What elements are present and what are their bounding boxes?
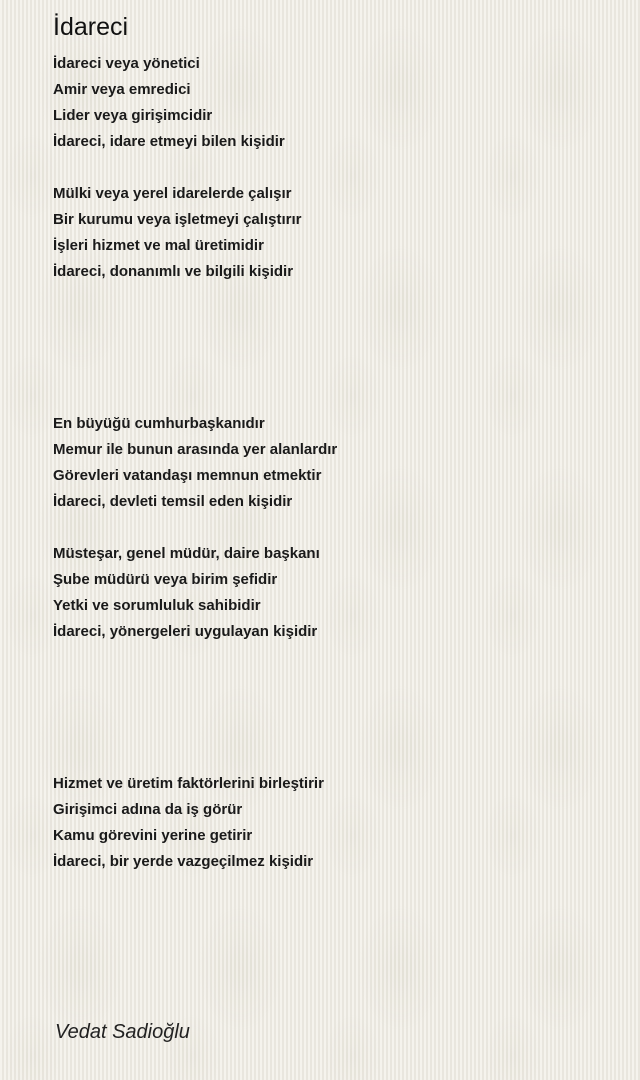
poem-line: İdareci, devleti temsil eden kişidir — [53, 493, 293, 510]
poem-line: Memur ile bunun arasında yer alanlardır — [53, 441, 338, 458]
poem-line: İdareci, idare etmeyi bilen kişidir — [53, 133, 285, 150]
poem-line: Bir kurumu veya işletmeyi çalıştırır — [53, 211, 302, 228]
poem-line: İşleri hizmet ve mal üretimidir — [53, 237, 264, 254]
poem-line: İdareci, yönergeleri uygulayan kişidir — [53, 623, 318, 640]
poem-line: Görevleri vatandaşı memnun etmektir — [53, 467, 322, 484]
poem-line: En büyüğü cumhurbaşkanıdır — [53, 415, 265, 432]
poem-line: İdareci, donanımlı ve bilgili kişidir — [53, 263, 294, 280]
poem-line: Lider veya girişimcidir — [53, 107, 213, 124]
stanza-5 — [53, 771, 613, 875]
poem-line: İdareci, bir yerde vazgeçilmez kişidir — [53, 853, 314, 870]
poem-author: Vedat Sadioğlu — [55, 1021, 190, 1043]
poem-line: Kamu görevini yerine getirir — [53, 827, 253, 844]
poem-line: Yetki ve sorumluluk sahibidir — [53, 597, 261, 614]
poem-line: Mülki veya yerel idarelerde çalışır — [53, 185, 292, 202]
poem-line: Amir veya emredici — [53, 81, 191, 98]
poem-line: İdareci veya yönetici — [53, 55, 200, 72]
poem-line: Müsteşar, genel müdür, daire başkanı — [53, 545, 320, 562]
stanza-4 — [53, 541, 613, 645]
stanza-1 — [53, 51, 613, 155]
poem-line: Girişimci adına da iş görür — [53, 801, 243, 818]
poem-line: Şube müdürü veya birim şefidir — [53, 571, 278, 588]
stanza-3 — [53, 411, 613, 515]
poem-line: Hizmet ve üretim faktörlerini birleştirir — [53, 775, 324, 792]
poem-title: İdareci — [53, 13, 129, 41]
stanza-2 — [53, 181, 613, 285]
